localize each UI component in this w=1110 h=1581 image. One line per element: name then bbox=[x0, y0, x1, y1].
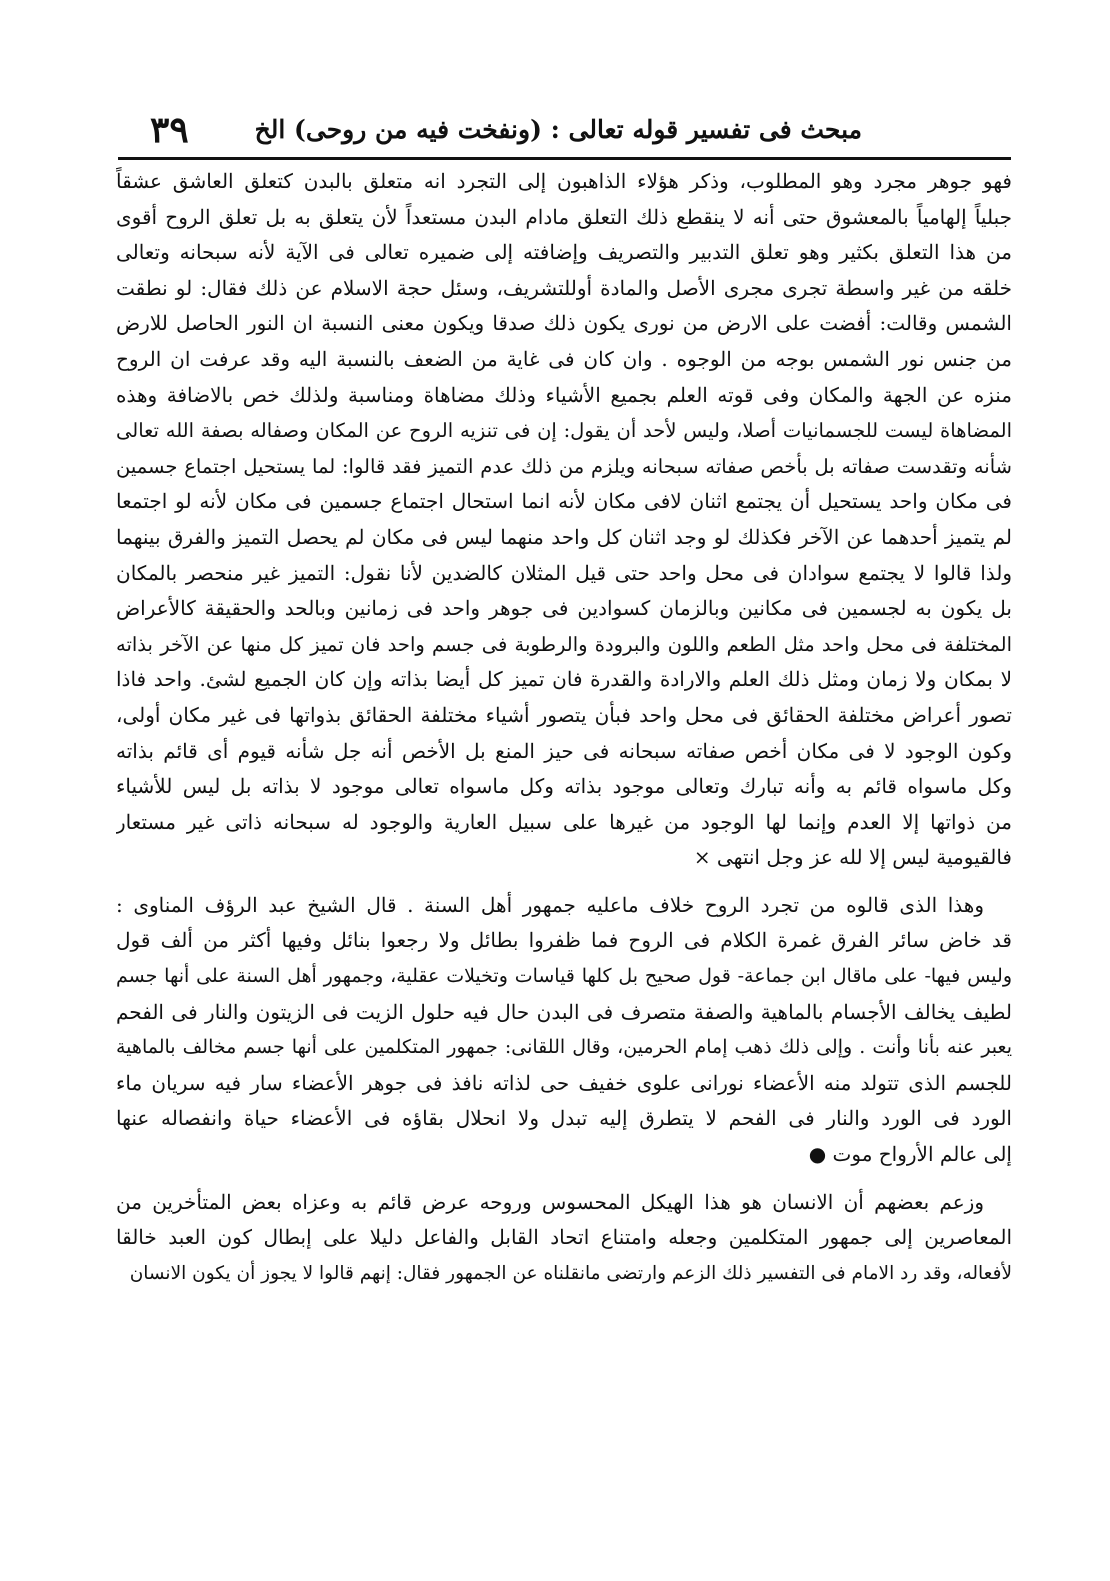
text-line: الورد فى الورد والنار فى الفحم لا يتطرق إليه تبدل ولا انحلال بقاؤه فى الأعضاء حياة وانفصاله عنها bbox=[116, 1106, 1012, 1131]
text-line: من ذواتها إلا العدم وإنما لها الوجود من غيرها على سبيل العارية والوجود له سبحانه ذاتى غير مستعار bbox=[116, 809, 1012, 834]
header-rule bbox=[118, 157, 1011, 160]
text-line: المختلفة فى محل واحد مثل الطعم واللون والبرودة والرطوبة فى جسم واحد فان تميز كل منها عن الآخر بذاته bbox=[116, 632, 1012, 656]
body-text bbox=[116, 164, 1012, 1291]
paragraph-2 bbox=[116, 888, 1012, 1173]
text-line: للجسم الذى تتولد منه الأعضاء نورانى علوى خفيف حى لذاته نافذ فى جوهر الأعضاء سار فيه سريان ماء bbox=[116, 1070, 1012, 1095]
page-header bbox=[118, 104, 1002, 156]
text-line: جبلياً إلهامياً بالمعشوق حتى أنه لا ينقطع ذلك التعلق مادام البدن مستعداً لأن يتعلق به بل تعلق الروح أقوى bbox=[116, 204, 1012, 229]
running-title: مبحث فى تفسير قوله تعالى : (ونفخت فيه من روحى) الخ bbox=[254, 115, 862, 144]
text-line: قد خاض سائر الفرق غمرة الكلام فى الروح فما ظفروا بطائل ولا رجعوا بنائل وفيها أكثر من ألف قول bbox=[116, 928, 1012, 953]
text-line: من هذا التعلق بكثير وهو تعلق التدبير والتصريف وإضافته إلى ضميره تعالى فى الآية لأنه سبحانه وتعالى bbox=[116, 240, 1012, 265]
text-line: يعبر عنه بأنا وأنت . وإلى ذلك ذهب إمام الحرمين، وقال اللقانى: جمهور المتكلمين على أنها جسم مخالف بالماهية bbox=[116, 1036, 1012, 1059]
text-line: لطيف يخالف الأجسام بالماهية والصفة متصرف فى البدن حال فيه حلول الزيت فى الزيتون والنار فى الفحم bbox=[116, 999, 1012, 1024]
text-line: منزه عن الجهة والمكان وفى قوته العلم بجميع الأشياء وذلك مضاهاة ومناسبة ولذلك خص بالاضافة وهذه bbox=[116, 382, 1012, 407]
text-line: وهذا الذى قالوه من تجرد الروح خلاف ماعليه جمهور أهل السنة . قال الشيخ عبد الرؤف المناوى : bbox=[116, 892, 984, 917]
text-line: وكل ماسواه قائم به وأنه تبارك وتعالى موجود بذاته وكل ماسواه تعالى موجود لا بذاته بل ليس للأشياء bbox=[116, 774, 1012, 799]
text-line: فى مكان واحد يستحيل أن يجتمع اثنان لافى مكان لأنه انما استحال اجتماع جسمين فى مكان لأنه لو اجتمعا bbox=[116, 489, 1012, 514]
text-line: تصور أعراض مختلفة الحقائق فى محل واحد فبأن يتصور أشياء مختلفة الحقائق بذواتها فى غير مكان أولى، bbox=[116, 702, 1012, 727]
text-line: لم يتميز أحدهما عن الآخر فكذلك لو وجد اثنان كل واحد منهما ليس فى مكان لم يحصل التميز والفرق بينهما bbox=[116, 524, 1012, 549]
text-line: لا بمكان ولا زمان ومثل ذلك العلم والارادة والقدرة فان تميز كل أيضا بذاته وإن كان الجميع لشئ. واحد فاذا bbox=[116, 667, 1012, 692]
text-line: المضاهاة ليست للجسمانيات أصلا، وليس لأحد أن يقول: إن فى تنزيه الروح عن المكان وصفاله بصفة الله تعالى bbox=[116, 419, 1012, 443]
text-line: خلقه من غير واسطة تجرى مجرى الأصل والمادة أوللتشريف، وسئل حجة الاسلام عن ذلك فقال: لو نطقت bbox=[116, 275, 1012, 300]
page-number: ٣٩ bbox=[150, 109, 189, 151]
paragraph-1 bbox=[116, 164, 1012, 876]
text-line: ولذا قالوا لا يجتمع سوادان فى محل واحد حتى قيل المثلان كالضدين لأنا نقول: التميز غير منحصر بالمكان bbox=[116, 560, 1012, 585]
text-line: شأنه وتقدست صفاته بل بأخص صفاته سبحانه ويلزم من ذلك عدم التميز فقد قالوا: لما يستحيل اجتماع جسمين bbox=[116, 454, 1012, 478]
text-line: لأفعاله، وقد رد الامام فى التفسير ذلك الزعم وارتضى مانقلناه عن الجمهور فقال: إنهم قالوا لا يجوز أن يكون الانسان bbox=[129, 1262, 1012, 1284]
paragraph-gap bbox=[116, 1173, 1012, 1185]
text-line: المعاصرين إلى جمهور المتكلمين وجعله وامتناع اتحاد القابل والفاعل دليلا على إبطال كون العبد خالقا bbox=[116, 1225, 1012, 1250]
text-line: وليس فيها- على ماقال ابن جماعة- قول صحيح بل كلها قياسات وتخيلات عقلية، وجمهور أهل السنة على أنها جسم bbox=[116, 965, 1012, 988]
text-line: فهو جوهر مجرد وهو المطلوب، وذكر هؤلاء الذاهبون إلى التجرد انه متعلق بالبدن كتعلق العاشق عشقاً bbox=[116, 169, 1012, 193]
text-line: بل يكون به لجسمين فى مكانين وبالزمان كسوادين فى جوهر واحد فى زمانين وبالحد والحقيقة كالأعراض bbox=[116, 596, 1012, 621]
paragraph-3 bbox=[116, 1185, 1012, 1292]
text-line: وزعم بعضهم أن الانسان هو هذا الهيكل المحسوس وروحه عرض قائم به وعزاه بعض المتأخرين من bbox=[116, 1189, 984, 1214]
text-line: إلى عالم الأرواح موت ● bbox=[808, 1142, 1012, 1167]
text-line: الشمس وقالت: أفضت على الارض من نورى يكون ذلك صدقا ويكون معنى النسبة ان النور الحاصل للارض bbox=[116, 311, 1012, 336]
text-line: وكون الوجود لا فى مكان أخص صفاته سبحانه فى حيز المنع بل الأخص أنه جل شأنه قيوم أى قائم بذاته bbox=[116, 738, 1012, 763]
text-line: فالقيومية ليس إلا لله عز وجل انتهى × bbox=[693, 845, 1012, 870]
paragraph-gap bbox=[116, 876, 1012, 888]
text-line: من جنس نور الشمس بوجه من الوجوه . وان كان فى غاية من الضعف بالنسبة اليه وقد عرفت ان الروح bbox=[116, 346, 1012, 371]
